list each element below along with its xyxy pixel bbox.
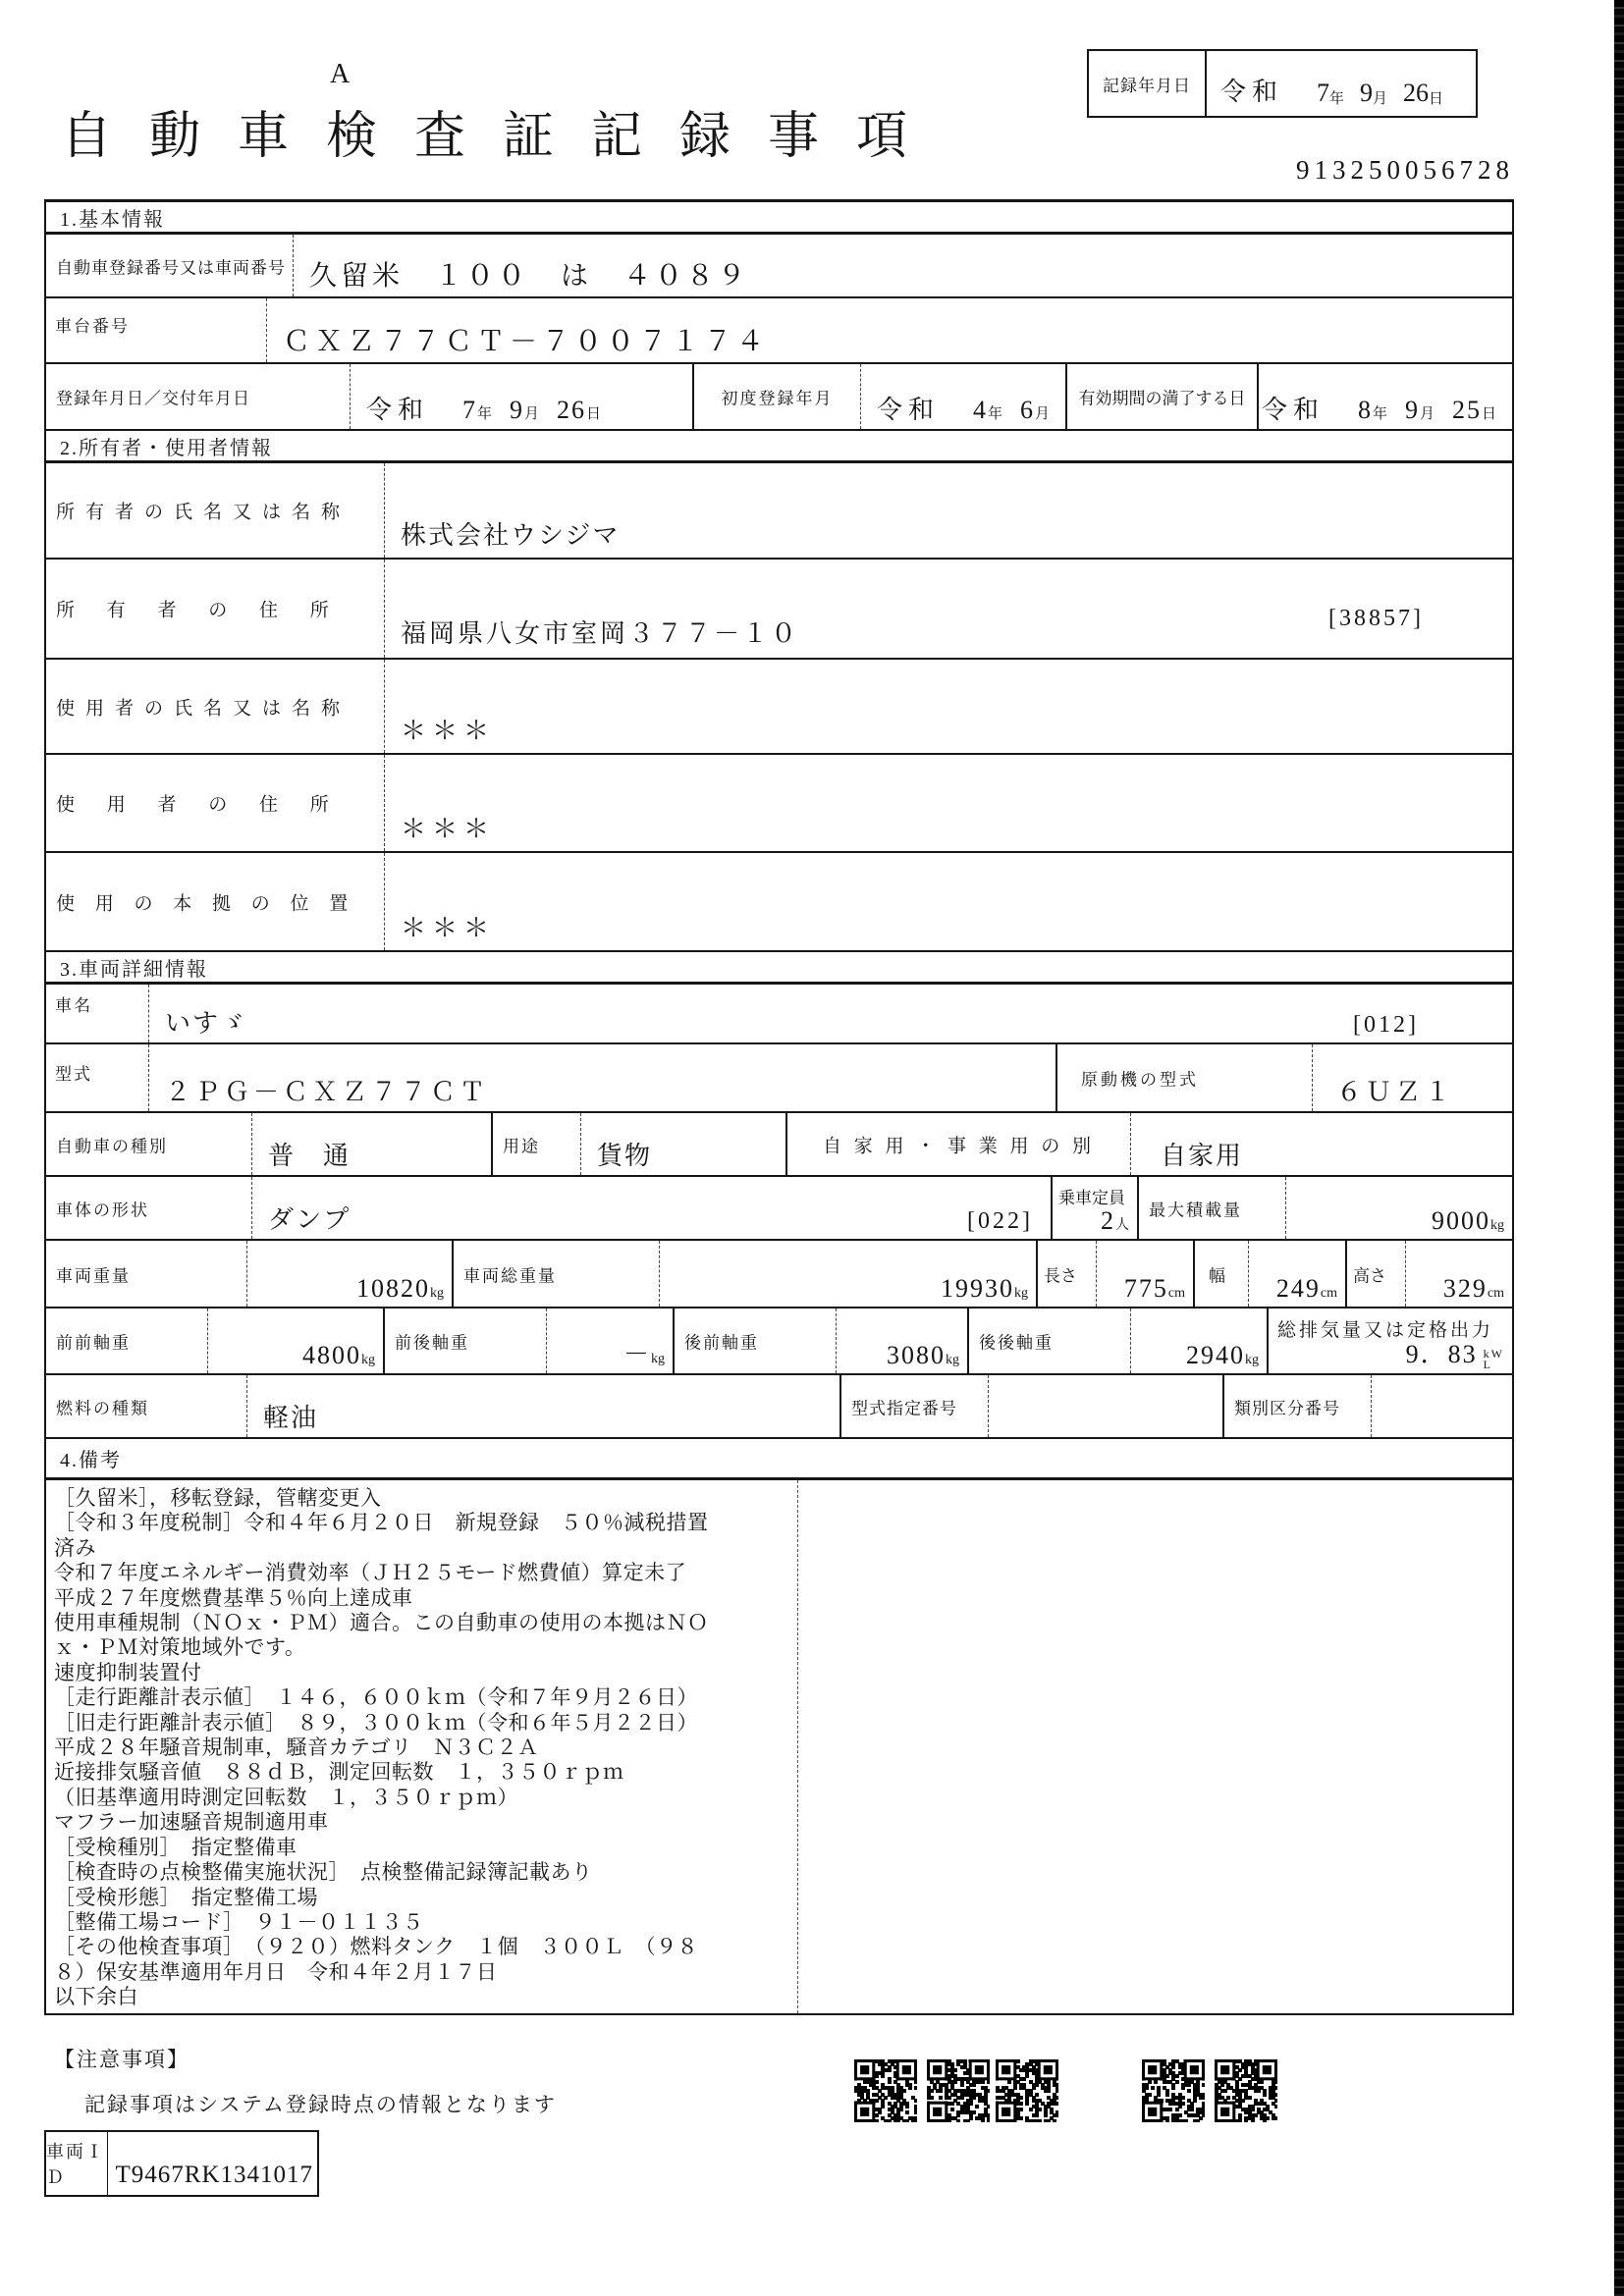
remarks-line: 令和７年度エネルギー消費効率（ＪＨ２５モード燃費値）算定未了 bbox=[54, 1561, 687, 1585]
axle-rr-label-cell bbox=[969, 1308, 1131, 1373]
firstreg-year: 4 bbox=[973, 396, 989, 424]
body-shape-label-cell bbox=[46, 1177, 252, 1239]
chassis-number-label-cell bbox=[46, 298, 267, 362]
section3-header: 3.車両詳細情報 bbox=[46, 952, 1512, 985]
firstreg-era: 令和 bbox=[877, 396, 941, 424]
record-year: 7 bbox=[1317, 79, 1330, 107]
axle-fr-value-cell bbox=[547, 1308, 675, 1373]
fuel-label: 燃料の種類 bbox=[56, 1399, 149, 1417]
registration-date-label: 登録年月日／交付年月日 bbox=[56, 389, 250, 408]
axle-rr-label: 後後軸重 bbox=[979, 1333, 1054, 1353]
section1-header: 1.基本情報 bbox=[46, 202, 1512, 235]
expiry-year-unit: 年 bbox=[1372, 406, 1389, 422]
registration-number-value: 久留米 １００ は ４０８９ bbox=[309, 261, 750, 292]
scan-edge-artifact bbox=[1614, 0, 1624, 2296]
row-owner-name bbox=[46, 463, 1512, 560]
record-date-value bbox=[1207, 51, 1476, 116]
axle-fr-unit: kg bbox=[651, 1352, 665, 1366]
displacement-label: 総排気量又は定格出力 bbox=[1277, 1320, 1494, 1341]
owner-name-value: 株式会社ウシジマ bbox=[401, 521, 621, 550]
body-shape-value: ダンプ bbox=[268, 1205, 352, 1234]
displacement-number: 9．83 bbox=[1405, 1340, 1478, 1368]
vehicle-weight-value-cell bbox=[247, 1241, 454, 1307]
remarks-line: 近接排気騒音値 ８８ｄＢ，測定回転数 １，３５０ｒｐｍ bbox=[54, 1760, 624, 1785]
axle-rr-number: 2940 bbox=[1186, 1341, 1245, 1369]
fuel-value: 軽油 bbox=[263, 1404, 319, 1432]
vehicle-id-value: T9467RK1341017 bbox=[115, 2162, 313, 2188]
capacity-label: 乗車定員 bbox=[1058, 1189, 1125, 1207]
expiry-era: 令和 bbox=[1261, 396, 1325, 424]
gross-weight-value-cell bbox=[660, 1241, 1038, 1307]
type-number-value-cell bbox=[989, 1375, 1224, 1437]
user-address-label: 使 用 者 の 住 所 bbox=[56, 794, 343, 816]
max-load-label-cell bbox=[1139, 1177, 1286, 1239]
capacity-unit: 人 bbox=[1115, 1218, 1129, 1233]
expiry-year: 8 bbox=[1357, 396, 1373, 424]
model-value: ２ＰＧ－ＣＸＺ７７ＣＴ bbox=[165, 1078, 490, 1106]
row-chassis-number bbox=[46, 298, 1512, 364]
width-label-cell bbox=[1195, 1241, 1249, 1307]
engine-model-value: ６ＵＺ１ bbox=[1336, 1078, 1455, 1106]
user-address-value-cell bbox=[385, 755, 1512, 851]
car-name-label: 車名 bbox=[55, 996, 92, 1015]
notice-body: 記録事項はシステム登録時点の情報となります bbox=[84, 2093, 557, 2116]
row-model bbox=[46, 1044, 1512, 1113]
row-registration-number bbox=[46, 235, 1512, 298]
expiry-value bbox=[1262, 390, 1498, 426]
reg-day: 26 bbox=[557, 396, 587, 424]
gross-weight-label: 車両総重量 bbox=[463, 1266, 557, 1285]
chassis-number-value: ＣＸＺ７７ＣＴ－７００７１７４ bbox=[283, 327, 770, 357]
remarks-line: 速度抑制装置付 bbox=[54, 1660, 202, 1684]
vehicle-weight-number: 10820 bbox=[356, 1274, 430, 1303]
width-label: 幅 bbox=[1209, 1266, 1225, 1285]
remarks-line: 以下余白 bbox=[54, 1985, 138, 2009]
displacement-unit-kw: kW bbox=[1483, 1347, 1504, 1361]
row-owner-address bbox=[46, 560, 1512, 660]
vehicle-weight-label: 車両重量 bbox=[56, 1266, 131, 1285]
vehicle-weight-value bbox=[356, 1274, 444, 1304]
class-number-label-cell bbox=[1224, 1375, 1372, 1437]
expiry-month: 9 bbox=[1404, 396, 1420, 424]
user-address-value: ＊＊＊ bbox=[401, 815, 496, 843]
remarks-line: ［その他検査事項］ （９２０）燃料タンク １個 ３００Ｌ （９８ bbox=[54, 1935, 699, 1959]
owner-address-code: [38857] bbox=[1328, 606, 1424, 631]
vehicle-kind-label-cell bbox=[46, 1113, 252, 1175]
base-location-value: ＊＊＊ bbox=[401, 914, 496, 942]
height-value-cell bbox=[1406, 1241, 1512, 1307]
fuel-label-cell bbox=[46, 1375, 247, 1437]
remarks-line: 平成２７年度燃費基準５％向上達成車 bbox=[54, 1585, 413, 1610]
remarks-line: ８）保安基準適用年月日 令和４年２月１７日 bbox=[54, 1959, 498, 1984]
body-shape-label: 車体の形状 bbox=[56, 1201, 149, 1219]
type-number-label: 型式指定番号 bbox=[851, 1399, 957, 1417]
firstreg-year-unit: 年 bbox=[988, 406, 1005, 422]
chassis-number-label: 車台番号 bbox=[55, 317, 130, 336]
reg-month: 9 bbox=[510, 396, 525, 424]
height-label-cell bbox=[1347, 1241, 1406, 1307]
row-base-location bbox=[46, 853, 1512, 952]
base-location-value-cell bbox=[385, 853, 1512, 950]
axle-rf-number: 3080 bbox=[887, 1341, 946, 1369]
model-value-cell bbox=[149, 1044, 1057, 1111]
gross-weight-unit: kg bbox=[1014, 1286, 1028, 1301]
remarks-line: マフラー加速騒音規制適用車 bbox=[54, 1810, 329, 1835]
length-number: 775 bbox=[1123, 1274, 1168, 1303]
max-load-label: 最大積載量 bbox=[1149, 1201, 1242, 1219]
remarks-line: ［令和３年度税制］令和４年６月２０日 新規登録 ５０％減税措置 bbox=[54, 1511, 709, 1535]
reg-era: 令和 bbox=[366, 396, 430, 424]
registration-number-label-cell bbox=[46, 235, 294, 296]
body-shape-value-cell bbox=[252, 1177, 1053, 1239]
class-number-value-cell bbox=[1372, 1375, 1512, 1437]
car-name-value: いすゞ bbox=[165, 1009, 248, 1038]
user-name-label-cell bbox=[46, 660, 385, 753]
base-location-label-cell bbox=[46, 853, 385, 950]
row-fuel bbox=[46, 1375, 1512, 1439]
capacity-value bbox=[1101, 1206, 1129, 1236]
remarks-line: （旧基準適用時測定回転数 １，３５０ｒｐｍ） bbox=[54, 1785, 518, 1809]
length-value bbox=[1124, 1274, 1185, 1304]
row-user-address bbox=[46, 755, 1512, 853]
remarks-line: ［受検形態］ 指定整備工場 bbox=[54, 1885, 318, 1909]
vehicle-kind-value-cell bbox=[252, 1113, 493, 1175]
body-shape-code: [022] bbox=[967, 1208, 1033, 1234]
displacement-cell bbox=[1269, 1308, 1512, 1373]
axle-ff-label: 前前軸重 bbox=[56, 1333, 131, 1353]
height-unit: cm bbox=[1487, 1286, 1504, 1301]
engine-model-label: 原動機の型式 bbox=[1081, 1070, 1199, 1090]
axle-rr-value-cell bbox=[1131, 1308, 1269, 1373]
row-body-shape bbox=[46, 1177, 1512, 1241]
height-value bbox=[1443, 1274, 1504, 1304]
firstreg-month: 6 bbox=[1020, 396, 1036, 424]
row-user-name bbox=[46, 660, 1512, 755]
remarks-line: ［走行距離計表示値］ １４６，６００ｋｍ（令和７年９月２６日） bbox=[54, 1685, 698, 1710]
expiry-day-unit: 日 bbox=[1481, 406, 1498, 422]
record-day: 26 bbox=[1403, 79, 1430, 107]
expiry-month-unit: 月 bbox=[1419, 406, 1436, 422]
use-value-cell bbox=[581, 1113, 787, 1175]
length-label-cell bbox=[1038, 1241, 1097, 1307]
record-year-unit: 年 bbox=[1329, 91, 1345, 107]
record-day-unit: 日 bbox=[1429, 91, 1444, 107]
remarks-line: ｘ・ＰＭ対策地域外です。 bbox=[54, 1635, 306, 1660]
remarks-line: ［久留米］，移転登録，管轄変更入 bbox=[54, 1486, 382, 1510]
qr-code-1 bbox=[854, 2059, 917, 2122]
axle-rf-unit: kg bbox=[946, 1353, 959, 1367]
user-name-value-cell bbox=[385, 660, 1512, 753]
remarks-divider bbox=[797, 1480, 798, 2013]
width-value bbox=[1276, 1274, 1337, 1304]
vehicle-weight-unit: kg bbox=[430, 1286, 444, 1301]
row-weights bbox=[46, 1241, 1512, 1308]
expiry-label-cell bbox=[1067, 364, 1259, 429]
length-label: 長さ bbox=[1044, 1266, 1077, 1285]
private-business-label-cell bbox=[787, 1113, 1131, 1175]
record-month-unit: 月 bbox=[1373, 91, 1388, 107]
page-title: 自動車検査証記録事項 bbox=[61, 109, 946, 165]
axle-fr-label-cell bbox=[385, 1308, 547, 1373]
axle-fr-value bbox=[623, 1334, 665, 1370]
axle-rf-label-cell bbox=[675, 1308, 837, 1373]
car-name-code: [012] bbox=[1353, 1012, 1419, 1038]
private-business-label: 自 家 用 ・ 事 業 用 の 別 bbox=[822, 1136, 1096, 1156]
length-unit: cm bbox=[1167, 1286, 1185, 1301]
remarks-line: 済み bbox=[54, 1535, 96, 1560]
axle-ff-value bbox=[302, 1341, 375, 1370]
row-axle-weights bbox=[46, 1308, 1512, 1375]
remarks-line: ［受検種別］ 指定整備車 bbox=[54, 1835, 298, 1859]
height-label: 高さ bbox=[1353, 1266, 1386, 1285]
row-registration-dates bbox=[46, 364, 1512, 431]
use-label: 用途 bbox=[503, 1137, 540, 1155]
displacement-units bbox=[1484, 1349, 1504, 1370]
use-label-cell bbox=[493, 1113, 581, 1175]
max-load-value-cell bbox=[1286, 1177, 1512, 1239]
record-era: 令和 bbox=[1220, 78, 1284, 106]
reg-year: 7 bbox=[462, 396, 478, 424]
remarks-line: ［検査時の点検整備実施状況］ 点検整備記録簿記載あり bbox=[54, 1860, 593, 1885]
first-registration-value-cell bbox=[861, 364, 1067, 429]
qr-code-4 bbox=[1142, 2059, 1205, 2122]
record-date-label: 記録年月日 bbox=[1089, 51, 1207, 116]
use-value: 貨物 bbox=[597, 1142, 653, 1170]
axle-ff-unit: kg bbox=[361, 1353, 375, 1367]
notice-title: 【注意事項】 bbox=[54, 2048, 189, 2071]
axle-ff-label-cell bbox=[46, 1308, 208, 1373]
length-value-cell bbox=[1097, 1241, 1195, 1307]
expiry-label: 有効期間の満了する日 bbox=[1078, 389, 1246, 408]
axle-ff-number: 4800 bbox=[302, 1341, 361, 1369]
car-name-label-cell bbox=[46, 985, 149, 1042]
remarks-line: ［旧走行距離計表示値］ ８９，３００ｋｍ（令和６年５月２２日） bbox=[54, 1710, 698, 1735]
vehicle-weight-label-cell bbox=[46, 1241, 247, 1307]
class-number-label: 類別区分番号 bbox=[1234, 1399, 1340, 1417]
chassis-number-value-cell bbox=[267, 298, 1512, 362]
max-load-number: 9000 bbox=[1432, 1206, 1490, 1235]
gross-weight-number: 19930 bbox=[941, 1274, 1014, 1303]
gross-weight-value bbox=[941, 1274, 1028, 1304]
fuel-value-cell bbox=[247, 1375, 841, 1437]
owner-address-label: 所 有 者 の 住 所 bbox=[56, 600, 343, 621]
owner-name-label-cell bbox=[46, 463, 385, 558]
type-number-label-cell bbox=[841, 1375, 989, 1437]
registration-number-value-cell bbox=[294, 235, 1512, 296]
model-label: 型式 bbox=[55, 1065, 92, 1084]
section4-header: 4.備考 bbox=[46, 1439, 1512, 1480]
user-name-value: ＊＊＊ bbox=[401, 717, 496, 745]
registration-date-value-cell bbox=[351, 364, 694, 429]
axle-rf-value bbox=[887, 1341, 959, 1370]
private-business-value: 自家用 bbox=[1161, 1142, 1244, 1170]
engine-model-label-cell bbox=[1057, 1044, 1313, 1111]
displacement-value bbox=[1406, 1334, 1504, 1370]
remarks-line: 平成２８年騒音規制車，騒音カテゴリ Ｎ３Ｃ２Ａ bbox=[54, 1735, 539, 1760]
model-label-cell bbox=[46, 1044, 149, 1111]
owner-name-value-cell bbox=[385, 463, 1512, 558]
axle-rf-value-cell bbox=[837, 1308, 969, 1373]
first-registration-label-cell bbox=[694, 364, 861, 429]
private-business-value-cell bbox=[1131, 1113, 1512, 1175]
capacity-cell bbox=[1053, 1177, 1139, 1239]
document-number: 913250056728 bbox=[1296, 155, 1514, 185]
axle-rf-label: 後前軸重 bbox=[684, 1333, 759, 1353]
user-name-label: 使用者の氏名又は名称 bbox=[56, 698, 352, 719]
remarks-line: ［整備工場コード］ ９１－０１１３５ bbox=[54, 1909, 424, 1934]
max-load-value bbox=[1432, 1206, 1504, 1236]
axle-fr-number: － bbox=[623, 1340, 651, 1368]
owner-address-value: 福岡県八女市室岡３７７－１０ bbox=[401, 619, 800, 648]
remarks-line: 使用車種規制（ＮＯｘ・ＰＭ）適合。この自動車の使用の本拠はＮＯ bbox=[54, 1611, 709, 1635]
vehicle-id-box bbox=[44, 2130, 319, 2197]
width-value-cell bbox=[1249, 1241, 1347, 1307]
expiry-day: 25 bbox=[1451, 396, 1482, 424]
axle-ff-value-cell bbox=[208, 1308, 385, 1373]
width-unit: cm bbox=[1320, 1286, 1337, 1301]
reg-month-unit: 月 bbox=[524, 406, 542, 422]
capacity-number: 2 bbox=[1101, 1206, 1115, 1235]
first-registration-value bbox=[877, 390, 1052, 426]
row-car-name bbox=[46, 985, 1512, 1044]
registration-date-label-cell bbox=[46, 364, 351, 429]
qr-code-3 bbox=[996, 2059, 1058, 2122]
owner-name-label: 所有者の氏名又は名称 bbox=[56, 502, 352, 523]
vehicle-kind-label: 自動車の種別 bbox=[56, 1137, 168, 1155]
user-address-label-cell bbox=[46, 755, 385, 851]
qr-code-2 bbox=[927, 2059, 990, 2122]
height-number: 329 bbox=[1442, 1274, 1488, 1303]
axle-fr-label: 前後軸重 bbox=[395, 1333, 469, 1353]
section2-header: 2.所有者・使用者情報 bbox=[46, 431, 1512, 463]
registration-number-label: 自動車登録番号又は車両番号 bbox=[56, 258, 286, 277]
width-number: 249 bbox=[1275, 1274, 1321, 1303]
remarks-box bbox=[46, 1480, 1512, 2013]
expiry-value-cell bbox=[1259, 364, 1512, 429]
vehicle-id-label: 車両ＩＤ bbox=[46, 2132, 108, 2195]
gross-weight-label-cell bbox=[454, 1241, 660, 1307]
owner-address-label-cell bbox=[46, 560, 385, 658]
reg-day-unit: 日 bbox=[586, 406, 604, 422]
vehicle-kind-value: 普 通 bbox=[268, 1142, 352, 1170]
record-month: 9 bbox=[1360, 79, 1374, 107]
owner-address-value-cell bbox=[385, 560, 1512, 658]
displacement-unit-l: L bbox=[1483, 1358, 1493, 1371]
page-mark: A bbox=[330, 59, 351, 89]
car-name-value-cell bbox=[149, 985, 1512, 1042]
reg-year-unit: 年 bbox=[477, 406, 495, 422]
main-table bbox=[44, 199, 1514, 2015]
qr-code-5 bbox=[1215, 2059, 1277, 2122]
remarks-lines bbox=[54, 1486, 790, 2010]
axle-rr-unit: kg bbox=[1245, 1353, 1259, 1367]
axle-rr-value bbox=[1186, 1341, 1259, 1370]
firstreg-month-unit: 月 bbox=[1035, 406, 1053, 422]
registration-date-value bbox=[366, 390, 603, 426]
record-date-box bbox=[1087, 49, 1478, 118]
max-load-unit: kg bbox=[1490, 1218, 1504, 1233]
first-registration-label: 初度登録年月 bbox=[721, 389, 834, 408]
engine-model-value-cell bbox=[1313, 1044, 1512, 1111]
row-vehicle-kind bbox=[46, 1113, 1512, 1177]
base-location-label: 使 用 の 本 拠 の 位 置 bbox=[56, 893, 356, 914]
